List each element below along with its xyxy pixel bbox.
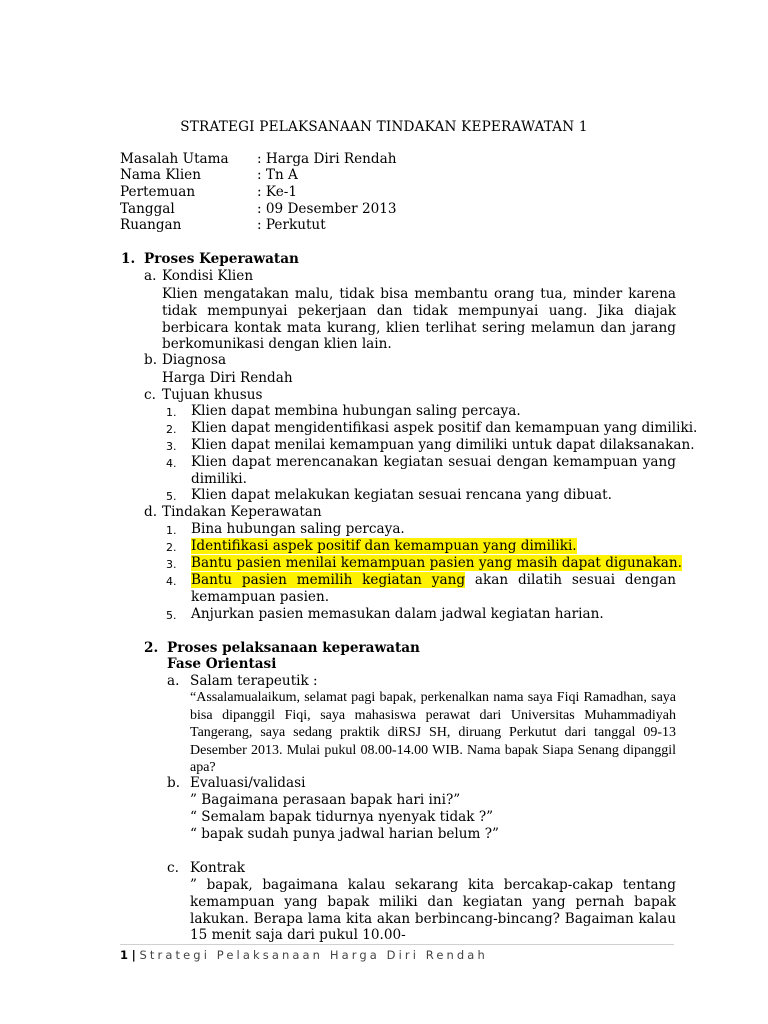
s1-d-item-3-highlight: Bantu pasien menilai kemampuan pasien yang masih dapat digunakan.: [191, 555, 682, 571]
s2-a-title: Salam terapeutik :: [190, 673, 318, 689]
s1-d-item-3-number: 3.: [166, 558, 177, 571]
s2-a-body: “Assalamualaikum, selamat pagi bapak, perkenalkan nama saya Fiqi Ramadhan, saya bisa dipanggil Fiqi, saya mahasiswa perawat dari Universitas Muhammadiyah Tangerang, saya sedang praktik diRSJ SH, diruang Perkutut dari tanggal 09-13 Desember 2013. Mulai pukul 08.00-14.00 WIB. Nama bapak Siapa Senang dipanggil apa?: [190, 690, 676, 776]
s1-d-item-1-number: 1.: [166, 524, 177, 537]
info-label-pertemuan: Pertemuan: [120, 184, 196, 200]
s1-c-item-3: Klien dapat menilai kemampuan yang dimiliki untuk dapat dilaksanakan.: [191, 437, 695, 453]
s1-c-item-1-number: 1.: [166, 406, 177, 419]
s1-c-item-3-number: 3.: [166, 440, 177, 453]
s1-c-item-5-number: 5.: [166, 490, 177, 503]
s2-b-line-3: “ bapak sudah punya jadwal harian belum ?”: [190, 826, 499, 842]
s1-a-title: Kondisi Klien: [162, 268, 254, 284]
info-value-ruangan: : Perkutut: [257, 217, 326, 233]
info-label-masalah: Masalah Utama: [120, 151, 229, 167]
s2-c-body: ” bapak, bagaimana kalau sekarang kita bercakap-cakap tentang kemampuan yang bapak miliki dan kegiatan yang pernah bapak lakukan. Berapa lama kita akan berbincang-bincang? Bagaiman kalau 15 menit saja dari pukul 10.00-: [190, 877, 676, 944]
footer-page-number: 1: [120, 948, 129, 962]
footer-separator: |: [131, 948, 136, 962]
footer-text: Strategi Pelaksanaan Harga Diri Rendah: [139, 948, 488, 962]
s1-a-marker: a.: [144, 268, 157, 284]
s1-d-marker: d.: [144, 504, 158, 520]
s1-c-item-2-number: 2.: [166, 423, 177, 436]
s1-c-marker: c.: [144, 387, 156, 403]
info-label-tanggal: Tanggal: [120, 201, 175, 217]
s1-c-item-5: Klien dapat melakukan kegiatan sesuai rencana yang dibuat.: [191, 487, 612, 503]
s1-a-body: Klien mengatakan malu, tidak bisa membantu orang tua, minder karena tidak mempunyai pekerjaan dan tidak mempunyai uang. Jika diajak berbicara kontak mata kurang, klien terlihat sering melamun dan jarang berkomunikasi dengan klien lain.: [162, 286, 676, 353]
footer-divider: [120, 944, 674, 945]
section-2-phase: Fase Orientasi: [167, 656, 277, 672]
s2-a-marker: a.: [167, 673, 180, 689]
s1-d-item-4-number: 4.: [166, 575, 177, 588]
info-value-nama: : Tn A: [257, 167, 298, 183]
info-value-masalah: : Harga Diri Rendah: [257, 151, 397, 167]
s1-b-marker: b.: [144, 352, 158, 368]
s1-d-item-5: Anjurkan pasien memasukan dalam jadwal kegiatan harian.: [191, 606, 604, 622]
s2-c-title: Kontrak: [190, 860, 246, 876]
s1-d-item-1: Bina hubungan saling percaya.: [191, 521, 405, 537]
s1-d-title: Tindakan Keperawatan: [162, 504, 322, 520]
info-label-nama: Nama Klien: [120, 167, 201, 183]
s1-d-item-2-number: 2.: [166, 541, 177, 554]
s1-d-item-4: [191, 572, 676, 606]
s1-b-body: Harga Diri Rendah: [162, 370, 293, 386]
s1-c-item-2: Klien dapat mengidentifikasi aspek positif dan kemampuan yang dimiliki.: [191, 420, 698, 436]
s1-d-item-2-highlight: Identifikasi aspek positif dan kemampuan yang dimiliki.: [191, 538, 577, 554]
s2-b-line-1: ” Bagaimana perasaan bapak hari ini?”: [190, 792, 461, 808]
section-2-heading: Proses pelaksanaan keperawatan: [167, 640, 420, 656]
s1-b-title: Diagnosa: [162, 352, 227, 368]
s1-d-item-5-number: 5.: [166, 609, 177, 622]
s1-c-item-4-number: 4.: [166, 457, 177, 470]
section-1-number: 1.: [121, 251, 136, 267]
s2-b-marker: b.: [167, 775, 181, 791]
info-label-ruangan: Ruangan: [120, 217, 182, 233]
s2-c-marker: c.: [167, 860, 179, 876]
s1-c-title: Tujuan khusus: [162, 387, 263, 403]
section-2-number: 2.: [144, 640, 159, 656]
s1-d-item-4-rest: akan dilatih sesuai dengan kemampuan pasien.: [191, 572, 676, 605]
s2-b-title: Evaluasi/validasi: [190, 775, 306, 791]
page-footer: [120, 948, 488, 962]
info-value-tanggal: : 09 Desember 2013: [257, 201, 397, 217]
s2-b-line-2: “ Semalam bapak tidurnya nyenyak tidak ?”: [190, 809, 494, 825]
document-title: STRATEGI PELAKSANAAN TINDAKAN KEPERAWATAN 1: [180, 119, 588, 135]
s1-c-item-4: Klien dapat merencanakan kegiatan sesuai dengan kemampuan yang dimiliki.: [191, 454, 676, 487]
info-value-pertemuan: : Ke-1: [257, 184, 297, 200]
section-1-heading: Proses Keperawatan: [144, 251, 299, 267]
s1-d-item-4-highlight: Bantu pasien memilih kegiatan yang: [191, 572, 466, 588]
s1-c-item-1: Klien dapat membina hubungan saling percaya.: [191, 403, 521, 419]
